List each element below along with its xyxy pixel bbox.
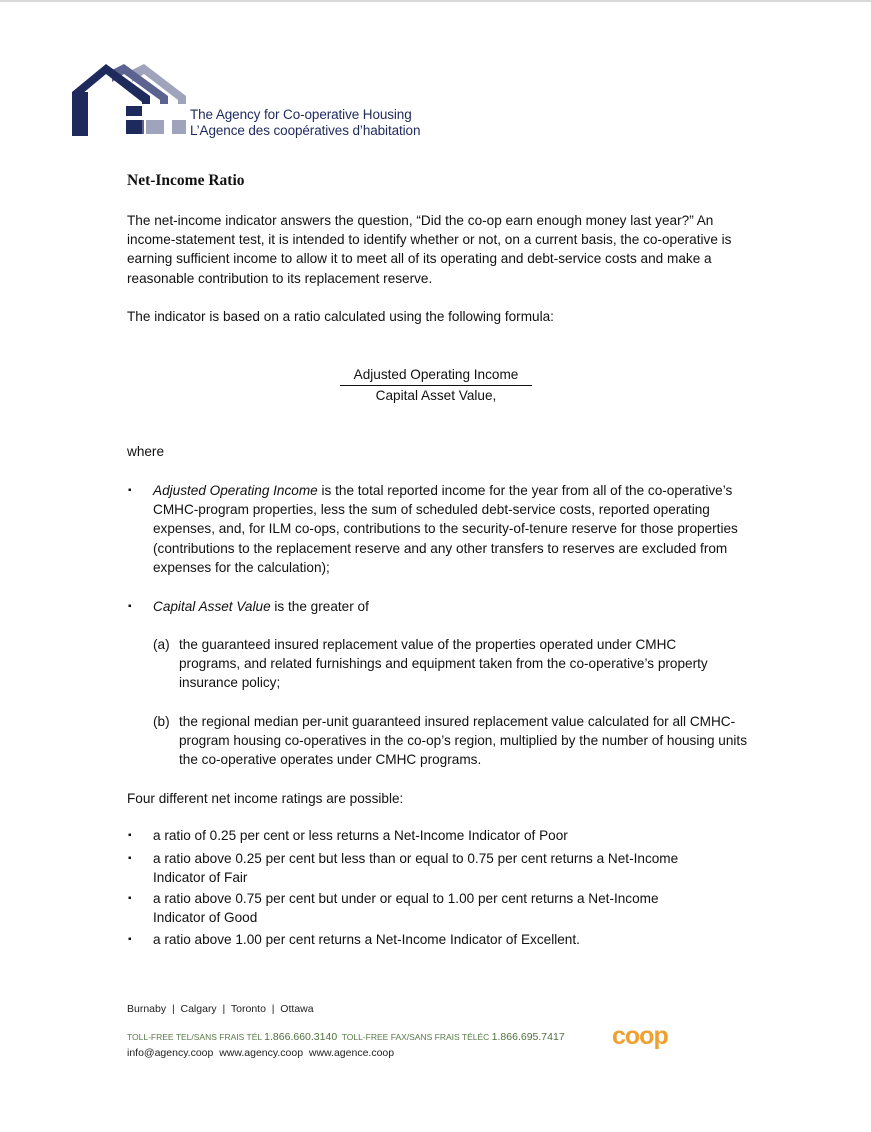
bullet-icon: ▪ (128, 893, 132, 904)
footer-phone-line (127, 1031, 565, 1043)
formula (340, 365, 532, 405)
sub-item-label-b: (b) (153, 714, 170, 729)
sub-item-a: the guaranteed insured replacement value of the properties operated under CMHC programs, and related furnishings and equipment taken from the co-operative’s property insurance policy; (179, 637, 708, 691)
page-top-border (0, 0, 871, 2)
bullet-icon: ▪ (128, 485, 132, 496)
rating-item: a ratio above 0.25 per cent but less than or equal to 0.75 per cent returns a Net-Income Indicator of Fair (153, 851, 679, 886)
page-title: Net-Income Ratio (127, 172, 245, 189)
org-name-en: The Agency for Co-operative Housing (190, 107, 412, 122)
ratings-intro: Four different net income ratings are possible: (127, 791, 404, 806)
formula-numerator: Adjusted Operating Income (340, 365, 532, 386)
definition-adjusted-operating-income (153, 481, 753, 577)
bullet-icon: ▪ (128, 934, 132, 945)
footer-cities: Burnaby | Calgary | Toronto | Ottawa (127, 1003, 314, 1015)
definition-term: Adjusted Operating Income (153, 483, 318, 498)
org-name-fr: L’Agence des coopératives d’habitation (190, 123, 421, 138)
coop-logo: coop (612, 1022, 668, 1050)
fax-number: 1.866.695.7417 (491, 1031, 565, 1043)
definition-text: is the total reported income for the year from all of the co-operative’s CMHC-program properties, less the sum of scheduled debt-service costs, reported operating expenses, and, for ILM co-ops, contributions to the security-of-tenure reserve for those properties (contributions to the replacement reserve and any other transfers to reserves are excluded from expenses for the calculation); (153, 483, 738, 575)
tel-number: 1.866.660.3140 (264, 1031, 338, 1043)
definition-text: is the greater of (270, 599, 369, 614)
intro-paragraph: The net-income indicator answers the question, “Did the co-op earn enough money last year?” An income-statement test, it is intended to identify whether or not, on a current basis, the co-operative is earning sufficient income to allow it to meet all of its operating and debt-service costs and make a reasonable contribution to its replacement reserve. (127, 213, 732, 286)
footer-contact: info@agency.coop www.agency.coop www.agence.coop (127, 1047, 395, 1059)
definition-capital-asset-value (153, 597, 753, 616)
definition-term: Capital Asset Value (153, 599, 271, 614)
bullet-icon: ▪ (128, 830, 132, 841)
sub-item-b: the regional median per-unit guaranteed insured replacement value calculated for all CMHC-program housing co-operatives in the co-op’s region, multiplied by the number of housing units the co-operative operates under CMHC programs. (179, 714, 747, 768)
formula-intro: The indicator is based on a ratio calculated using the following formula: (127, 309, 554, 324)
rating-item: a ratio above 0.75 per cent but under or equal to 1.00 per cent returns a Net-Income Indicator of Good (153, 891, 659, 926)
bullet-icon: ▪ (128, 601, 132, 612)
formula-denominator: Capital Asset Value, (375, 388, 497, 403)
organization-name (190, 107, 420, 139)
rating-item: a ratio above 1.00 per cent returns a Net-Income Indicator of Excellent. (153, 932, 580, 947)
rating-item: a ratio of 0.25 per cent or less returns a Net-Income Indicator of Poor (153, 828, 568, 843)
tel-label: TOLL-FREE TEL/SANS FRAIS TÉL (127, 1032, 262, 1042)
fax-label: TOLL-FREE FAX/SANS FRAIS TÉLÉC (341, 1032, 490, 1042)
houses-logo-icon (72, 62, 188, 136)
sub-item-label-a: (a) (153, 637, 170, 652)
bullet-icon: ▪ (128, 853, 132, 864)
where-label: where (127, 444, 165, 459)
